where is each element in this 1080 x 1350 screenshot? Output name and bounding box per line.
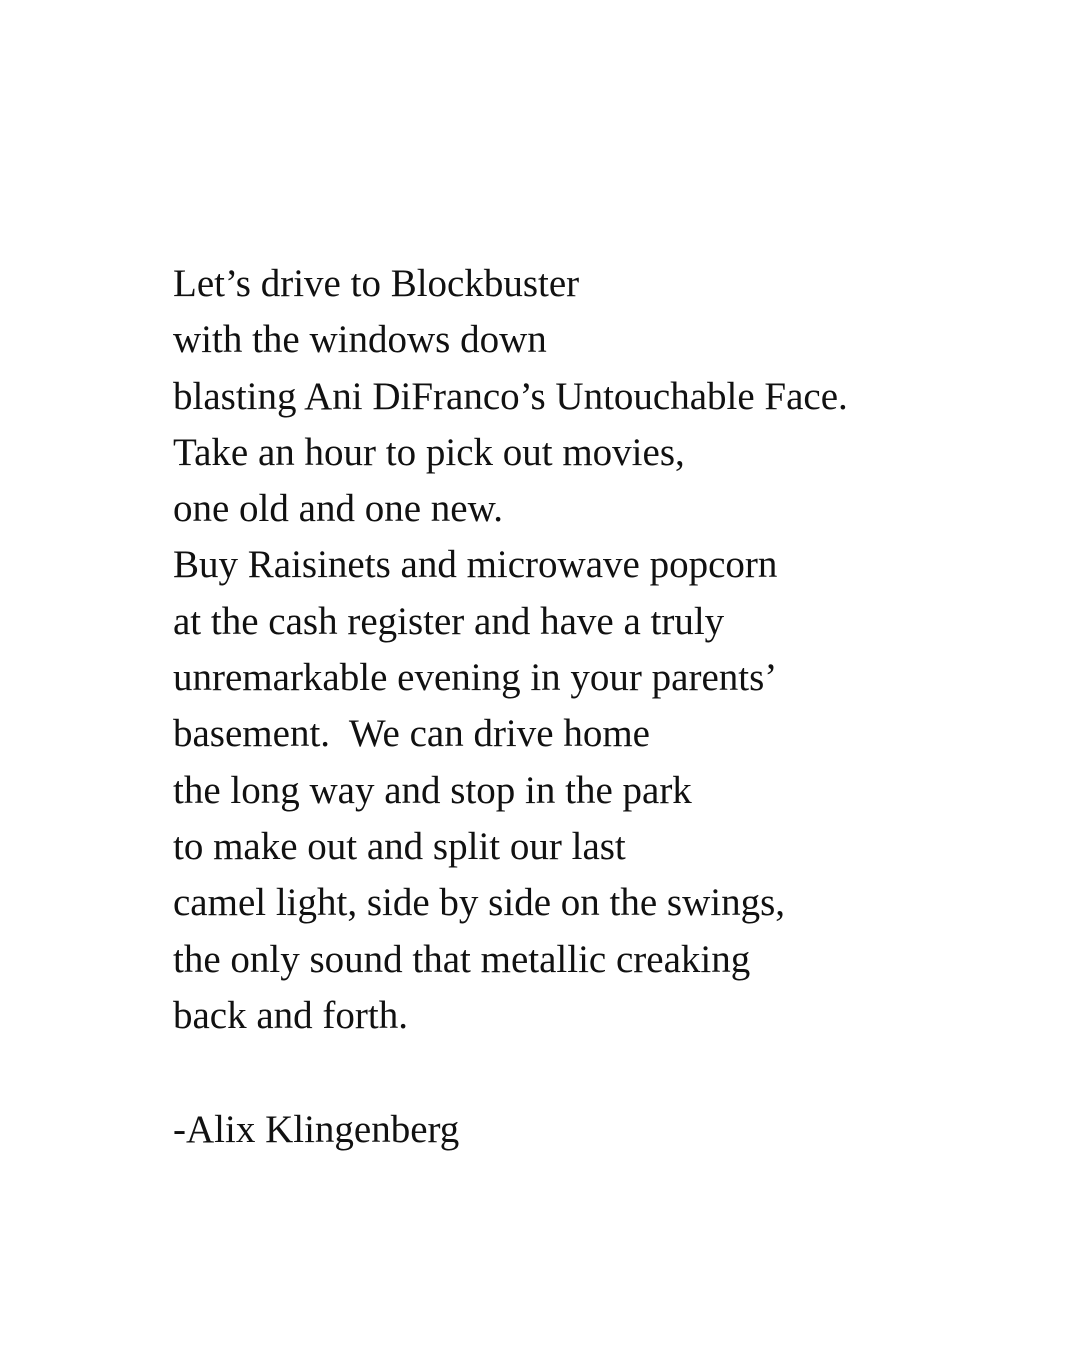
poem-line: one old and one new. <box>173 487 503 531</box>
poem-line: Buy Raisinets and microwave popcorn <box>173 543 778 587</box>
poem-line: the only sound that metallic creaking <box>173 937 751 981</box>
poem-line: to make out and split our last <box>173 824 626 868</box>
poem-line: with the windows down <box>173 318 547 362</box>
poem-attribution: -Alix Klingenberg <box>173 1108 460 1152</box>
poem-line: Let’s drive to Blockbuster <box>173 262 580 305</box>
poem-line: the long way and stop in the park <box>173 768 692 812</box>
poem-body <box>173 256 1033 1044</box>
poem-line: at the cash register and have a truly <box>173 599 725 643</box>
poem-line: camel light, side by side on the swings, <box>173 881 786 925</box>
poem-line: basement. We can drive home <box>173 712 650 756</box>
poem-line: blasting Ani DiFranco’s Untouchable Face. <box>173 374 848 418</box>
poem-line: Take an hour to pick out movies, <box>173 430 685 474</box>
poem-card <box>173 256 1033 1158</box>
poem-line: back and forth. <box>173 993 408 1037</box>
poem-line: unremarkable evening in your parents’ <box>173 656 778 700</box>
